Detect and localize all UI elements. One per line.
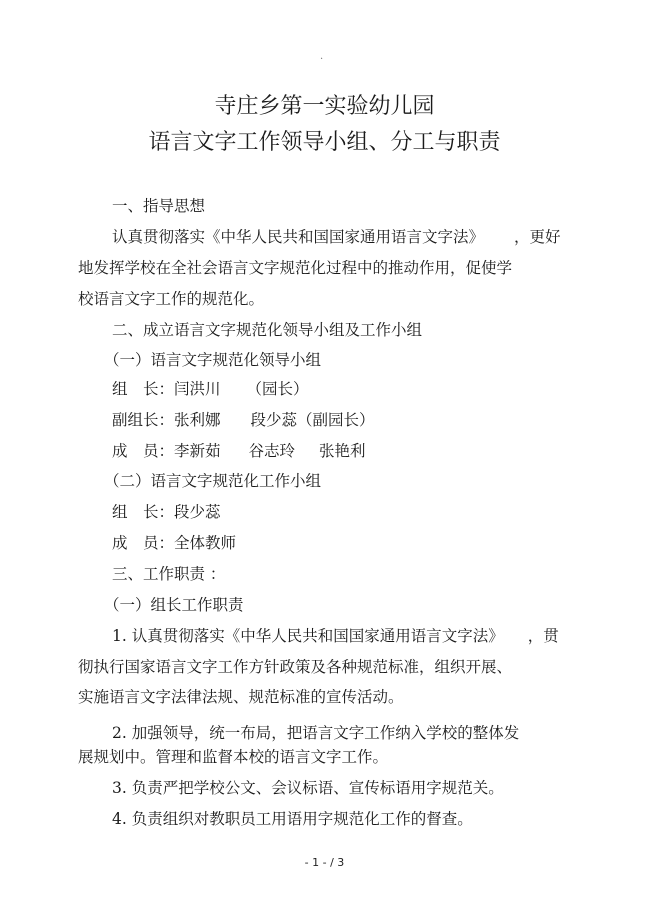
item-1-line-2: 彻执行国家语言文字工作方针政策及各种规范标准，组织开展、 [78, 658, 513, 676]
member-label: 成 员： [112, 442, 175, 460]
leader-role: （园长） [246, 380, 309, 398]
title-line-1: 寺庄乡第一实验幼儿园 [214, 94, 435, 119]
section-2-heading: 二、成立语言文字规范化领导小组及工作小组 [112, 321, 423, 339]
wg-leader-label: 组 长： [112, 503, 175, 521]
section-1-paragraph-line-1 [112, 226, 561, 248]
section-3-subheading-1: （一）组长工作职责 [104, 596, 244, 614]
section-1-paragraph-line-2: 地发挥学校在全社会语言文字规范化过程中的推动作用，促使学 [78, 259, 513, 277]
wg-member-name: 全体教师 [174, 534, 237, 552]
leader-row [112, 378, 309, 400]
item-2-line-2: 展规划中。管理和监督本校的语言文字工作。 [78, 748, 389, 766]
section-2-subheading-2: （二）语言文字规范化工作小组 [104, 472, 322, 490]
wg-member-label: 成 员： [112, 534, 175, 552]
item-2-line-1: 2. 加强领导，统一布局，把语言文字工作纳入学校的整体发 [112, 724, 520, 742]
member-name-1: 李新茹 [174, 442, 221, 460]
leader-name: 闫洪川 [174, 380, 221, 398]
working-group-leader-row [112, 501, 221, 523]
section-1-heading: 一、指导思想 [112, 197, 206, 215]
working-group-member-row [112, 532, 236, 554]
member-name-3: 张艳利 [319, 442, 366, 460]
text-span: ，更好 [514, 228, 561, 246]
page-number: - 1 - / 3 [304, 856, 345, 869]
section-2-subheading-1: （一）语言文字规范化领导小组 [104, 351, 322, 369]
deputy-name-2: 段少蕊（副园长） [250, 411, 375, 429]
text-span: 认真贯彻落实《中华人民共和国国家通用语言文字法》 [112, 228, 485, 246]
text-span: ，贯 [527, 627, 559, 645]
deputy-name-1: 张利娜 [174, 411, 221, 429]
member-row [112, 440, 366, 462]
item-1-line-1 [112, 625, 559, 647]
wg-leader-name: 段少蕊 [174, 503, 221, 521]
header-mark: . [320, 51, 324, 62]
member-name-2: 谷志玲 [248, 442, 296, 460]
text-span: 1. 认真贯彻落实《中华人民共和国国家通用语言文字法》 [112, 627, 504, 645]
section-1-paragraph-line-3: 校语言文字工作的规范化。 [78, 290, 265, 308]
item-4: 4. 负责组织对教职员工用语用字规范化工作的督查。 [112, 810, 473, 828]
leader-label: 组 长： [112, 380, 175, 398]
deputy-label: 副组长： [112, 411, 175, 429]
title-line-2: 语言文字工作领导小组、分工与职责 [148, 130, 501, 155]
section-3-heading: 三、工作职责 ： [112, 565, 226, 583]
deputy-row [112, 409, 375, 431]
item-1-line-3: 实施语言文字法律法规、规范标准的宣传活动。 [78, 688, 404, 706]
item-3: 3. 负责严把学校公文、会议标语、宣传标语用字规范关。 [112, 779, 504, 797]
